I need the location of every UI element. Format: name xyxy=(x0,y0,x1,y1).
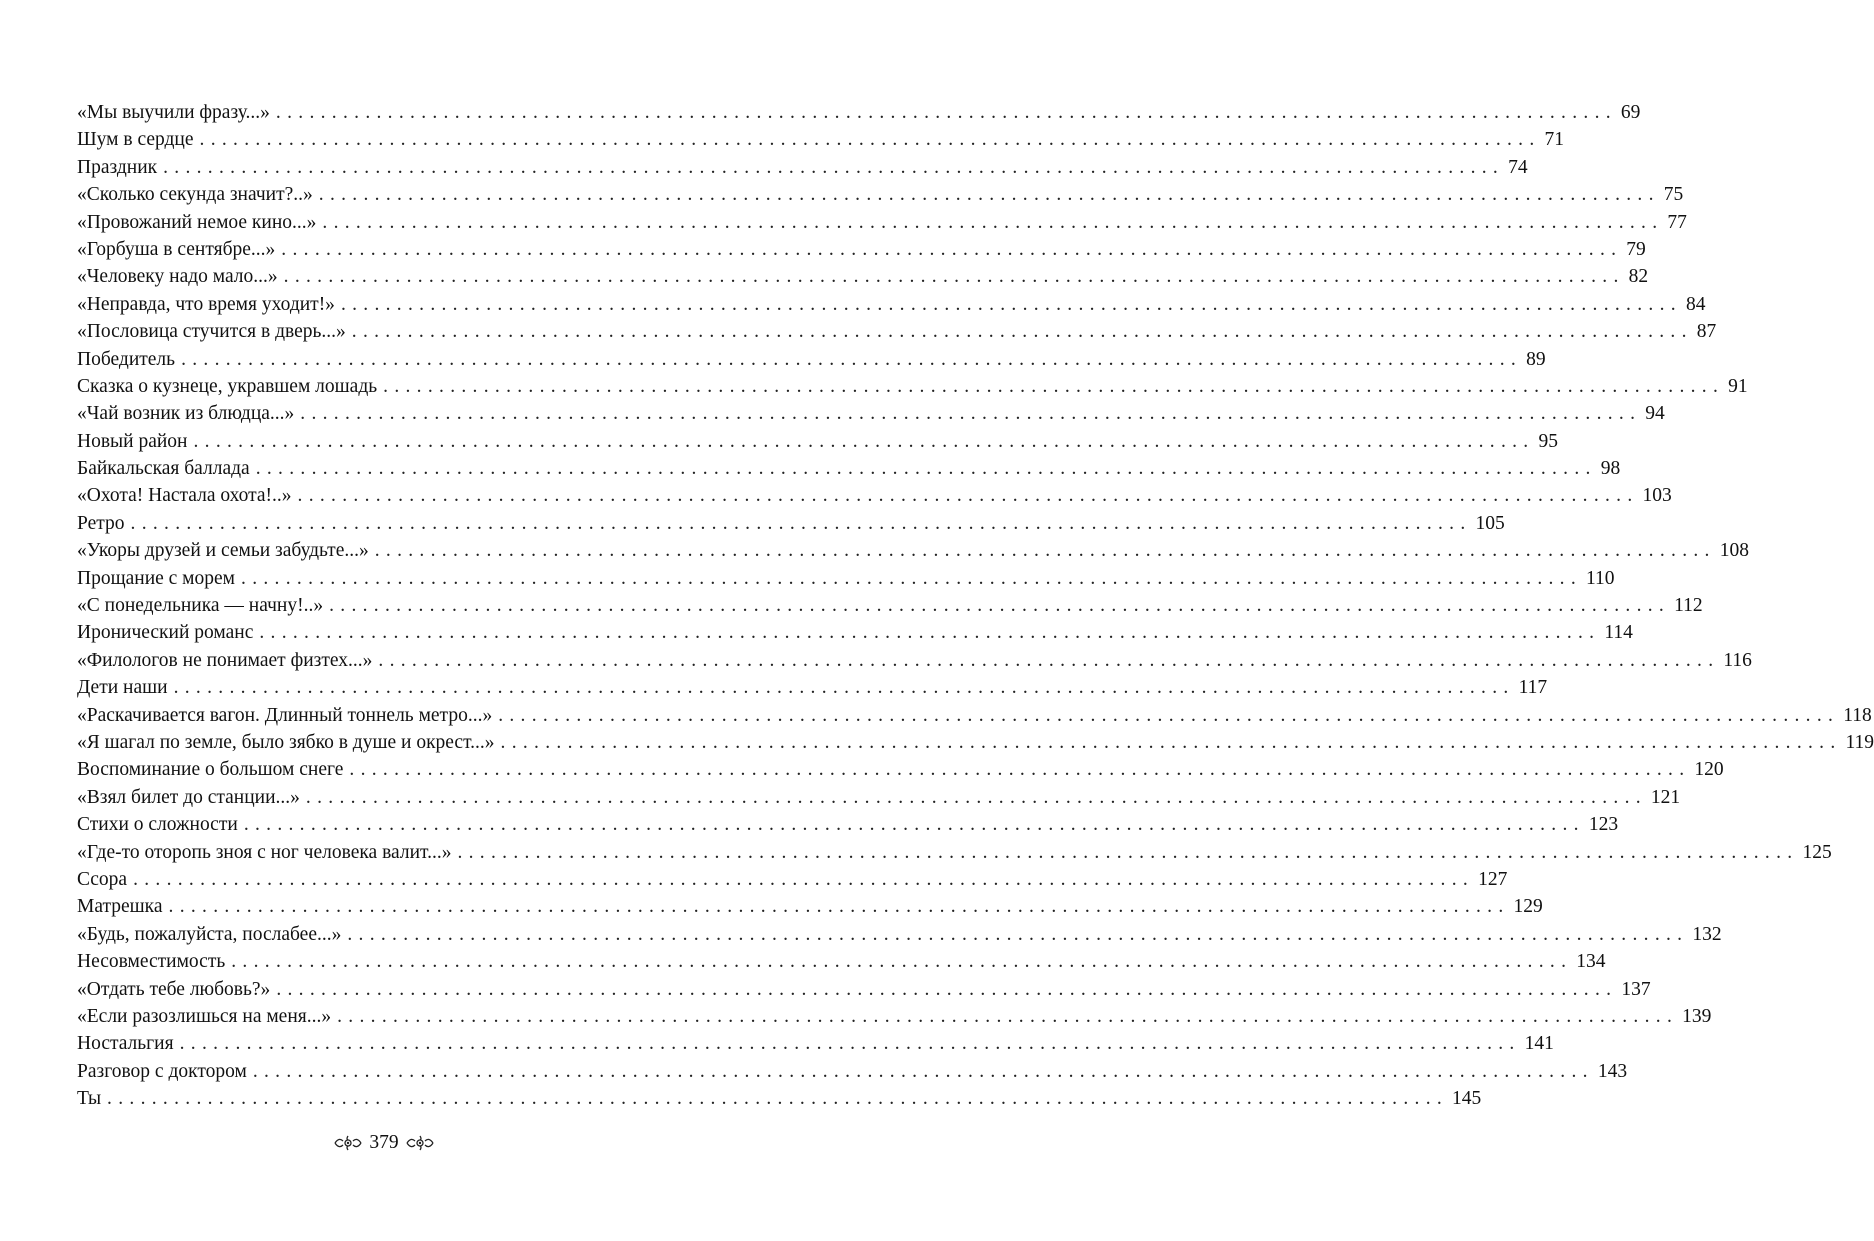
toc-entry-title: Ты xyxy=(77,1088,102,1110)
toc-dot-leader: ........................................................................................................................ xyxy=(349,759,1691,781)
toc-entry-title: «Горбуша в сентябре...» xyxy=(77,238,276,260)
toc-entry xyxy=(77,1058,1628,1085)
toc-entry-title: «Раскачивается вагон. Длинный тоннель метро...» xyxy=(77,704,493,726)
toc-dot-leader: ........................................................................................................................ xyxy=(173,677,1515,699)
toc-entry-title: Ссора xyxy=(77,868,128,890)
toc-dot-leader: ........................................................................................................................ xyxy=(457,841,1799,863)
toc-entry-page: 116 xyxy=(1723,649,1752,671)
toc-entry xyxy=(77,976,1651,1003)
toc-entry-page: 132 xyxy=(1692,923,1722,945)
toc-entry xyxy=(77,811,1619,838)
toc-dot-leader: ........................................................................................................................ xyxy=(329,595,1671,617)
toc-entry xyxy=(77,702,1872,729)
toc-entry-page: 112 xyxy=(1674,595,1703,617)
toc-entry-title: Матрешка xyxy=(77,896,163,918)
toc-dot-leader: ........................................................................................................................ xyxy=(231,951,1573,973)
toc-dot-leader: ........................................................................................................................ xyxy=(378,649,1720,671)
toc-entry xyxy=(77,948,1606,975)
toc-entry-title: «Филологов не понимает физтех...» xyxy=(77,649,373,671)
toc-entry-title: Иронический романс xyxy=(77,622,254,644)
toc-dot-leader: ........................................................................................................................ xyxy=(498,704,1840,726)
toc-entry-title: Новый район xyxy=(77,430,188,452)
toc-entry xyxy=(77,674,1548,701)
toc-entry-title: Ретро xyxy=(77,512,125,534)
toc-entry-page: 119 xyxy=(1845,731,1874,753)
toc-dot-leader: ........................................................................................................................ xyxy=(255,458,1597,480)
toc-entry xyxy=(77,1030,1554,1057)
toc-entry-title: «Я шагал по земле, было зябко в душе и окрест...» xyxy=(77,731,495,753)
toc-dot-leader: ........................................................................................................................ xyxy=(133,868,1475,890)
toc-entry-page: 94 xyxy=(1645,403,1665,425)
toc-entry-title: «Человеку надо мало...» xyxy=(77,266,278,288)
toc-entry-title: Шум в сердце xyxy=(77,129,194,151)
toc-entry-page: 84 xyxy=(1685,293,1706,315)
toc-entry-page: 118 xyxy=(1843,704,1872,726)
toc-entry-page: 74 xyxy=(1508,156,1528,178)
toc-entry-title: «Мы выучили фразу...» xyxy=(77,102,270,123)
toc-entry-page: 71 xyxy=(1544,129,1565,151)
toc-entry-page: 114 xyxy=(1604,622,1633,644)
toc-entry-title: «С понедельника — начну!..» xyxy=(77,595,324,617)
toc-entry-page: 143 xyxy=(1597,1060,1628,1082)
toc-entry-page: 110 xyxy=(1586,567,1615,589)
toc-dot-leader: ........................................................................................................................ xyxy=(500,731,1842,753)
toc-dot-leader: ........................................................................................................................ xyxy=(374,540,1716,562)
toc-dot-leader: ........................................................................................................................ xyxy=(193,430,1535,452)
toc-entry-title: Прощание с морем xyxy=(77,567,236,589)
toc-dot-leader: ........................................................................................................................ xyxy=(243,814,1585,836)
toc-entry-page: 87 xyxy=(1696,321,1717,343)
toc-entry xyxy=(77,428,1558,455)
toc-entry-title: «Укоры друзей и семьи забудьте...» xyxy=(77,540,369,562)
toc-entry-page: 117 xyxy=(1518,677,1548,699)
toc-entry-title: «Провожаний немое кино...» xyxy=(77,211,317,233)
toc-entry-page: 108 xyxy=(1719,540,1749,562)
toc-entry xyxy=(77,784,1681,811)
toc-entry xyxy=(77,209,1687,236)
toc-entry-page: 89 xyxy=(1526,348,1546,370)
toc-dot-leader: ........................................................................................................................ xyxy=(300,403,1642,425)
toc-entry xyxy=(77,482,1672,509)
toc-entry-title: Несовместимость xyxy=(77,951,226,973)
toc-entry-page: 95 xyxy=(1538,430,1558,452)
toc-entry-title: «Сколько секунда значит?..» xyxy=(77,184,313,206)
toc-entry xyxy=(77,921,1722,948)
toc-entry xyxy=(77,291,1706,318)
toc-entry-page: 141 xyxy=(1524,1033,1554,1055)
toc-entry-title: «Отдать тебе любовь?» xyxy=(77,978,271,1000)
toc-entry xyxy=(77,893,1543,920)
toc-entry-title: «Взял билет до станции...» xyxy=(77,786,300,808)
toc-entry-title: Дети наши xyxy=(77,677,168,699)
toc-entry-title: Ностальгия xyxy=(77,1033,174,1055)
toc-entry xyxy=(77,236,1646,263)
toc-entry xyxy=(77,565,1615,592)
toc-entry-page: 75 xyxy=(1663,184,1684,206)
toc-entry-title: «Охота! Настала охота!..» xyxy=(77,485,292,507)
toc-entry xyxy=(77,99,1641,126)
fleuron-right-icon xyxy=(405,1135,435,1151)
toc-entry xyxy=(77,126,1565,153)
toc-dot-leader: ........................................................................................................................ xyxy=(297,485,1639,507)
toc-entry-page: 134 xyxy=(1576,951,1606,973)
toc-entry-page: 91 xyxy=(1728,375,1748,397)
toc-dot-leader: ........................................................................................................................ xyxy=(199,129,1541,151)
toc-dot-leader: ........................................................................................................................ xyxy=(340,293,1682,315)
toc-dot-leader: ........................................................................................................................ xyxy=(283,266,1625,288)
toc-entry-title: Победитель xyxy=(77,348,176,370)
toc-entry-page: 79 xyxy=(1626,238,1646,260)
toc-entry-title: «Чай возник из блюдца...» xyxy=(77,403,295,425)
toc-entry-page: 137 xyxy=(1621,978,1651,1000)
toc-entry-page: 98 xyxy=(1600,458,1621,480)
toc-entry-page: 127 xyxy=(1478,868,1508,890)
toc-entry-title: Праздник xyxy=(77,156,158,178)
toc-entry-title: Разговор с доктором xyxy=(77,1060,247,1082)
toc-entry xyxy=(77,1085,1482,1112)
toc-entry-title: «Если разозлишься на меня...» xyxy=(77,1005,332,1027)
toc-entry xyxy=(77,1003,1712,1030)
toc-entry-page: 103 xyxy=(1642,485,1672,507)
toc-dot-leader: ........................................................................................................................ xyxy=(107,1088,1449,1110)
toc-dot-leader: ........................................................................................................................ xyxy=(318,184,1660,206)
page-footer xyxy=(0,1132,768,1154)
toc-entry xyxy=(77,647,1752,674)
toc-entry-page: 125 xyxy=(1802,841,1832,863)
toc-entry xyxy=(77,866,1508,893)
toc-dot-leader: ........................................................................................................................ xyxy=(351,321,1693,343)
toc-entry xyxy=(77,346,1546,373)
toc-dot-leader: ........................................................................................................................ xyxy=(276,978,1618,1000)
toc-dot-leader: ........................................................................................................................ xyxy=(383,375,1725,397)
toc-dot-leader: ........................................................................................................................ xyxy=(347,923,1689,945)
toc-dot-leader: ........................................................................................................................ xyxy=(252,1060,1594,1082)
toc-entry-page: 82 xyxy=(1628,266,1649,288)
toc-dot-leader: ........................................................................................................................ xyxy=(130,512,1472,534)
toc-dot-leader: ........................................................................................................................ xyxy=(281,238,1623,260)
toc-entry xyxy=(77,400,1665,427)
toc-entry xyxy=(77,839,1832,866)
toc-entry xyxy=(77,592,1703,619)
toc-entry xyxy=(77,537,1749,564)
toc-dot-leader: ........................................................................................................................ xyxy=(305,786,1647,808)
toc-dot-leader: ........................................................................................................................ xyxy=(322,211,1664,233)
toc-entry-title: «Будь, пожалуйста, послабее...» xyxy=(77,923,342,945)
page-number: 379 xyxy=(369,1132,399,1153)
table-of-contents xyxy=(77,99,1874,1112)
toc-entry xyxy=(77,263,1649,290)
toc-dot-leader: ........................................................................................................................ xyxy=(168,896,1510,918)
toc-dot-leader: ........................................................................................................................ xyxy=(259,622,1601,644)
toc-entry-title: «Неправда, что время уходит!» xyxy=(77,293,335,315)
toc-entry-page: 139 xyxy=(1682,1005,1712,1027)
toc-dot-leader: ........................................................................................................................ xyxy=(241,567,1583,589)
toc-entry-title: «Пословица стучится в дверь...» xyxy=(77,321,346,343)
toc-entry-page: 121 xyxy=(1650,786,1681,808)
toc-entry-page: 77 xyxy=(1667,211,1687,233)
toc-entry xyxy=(77,181,1684,208)
toc-entry-title: Стихи о сложности xyxy=(77,814,238,836)
toc-entry xyxy=(77,756,1724,783)
toc-dot-leader: ........................................................................................................................ xyxy=(337,1005,1679,1027)
toc-dot-leader: ........................................................................................................................ xyxy=(275,102,1617,123)
toc-entry-title: Воспоминание о большом снеге xyxy=(77,759,344,781)
toc-dot-leader: ........................................................................................................................ xyxy=(163,156,1505,178)
toc-entry xyxy=(77,373,1748,400)
toc-entry-page: 69 xyxy=(1620,102,1641,123)
toc-entry-page: 120 xyxy=(1694,759,1724,781)
toc-dot-leader: ........................................................................................................................ xyxy=(179,1033,1521,1055)
toc-entry xyxy=(77,729,1874,756)
toc-entry xyxy=(77,154,1528,181)
toc-entry xyxy=(77,619,1633,646)
toc-entry-title: «Где-то оторопь зноя с ног человека валит...» xyxy=(77,841,452,863)
toc-entry xyxy=(77,510,1505,537)
toc-entry xyxy=(77,455,1621,482)
toc-dot-leader: ........................................................................................................................ xyxy=(181,348,1523,370)
toc-entry-page: 105 xyxy=(1475,512,1505,534)
toc-entry-title: Сказка о кузнеце, укравшем лошадь xyxy=(77,375,378,397)
toc-entry-page: 145 xyxy=(1452,1088,1482,1110)
toc-entry-page: 129 xyxy=(1513,896,1543,918)
fleuron-left-icon xyxy=(333,1135,363,1151)
toc-entry-page: 123 xyxy=(1588,814,1619,836)
toc-entry xyxy=(77,318,1717,345)
toc-entry-title: Байкальская баллада xyxy=(77,458,250,480)
